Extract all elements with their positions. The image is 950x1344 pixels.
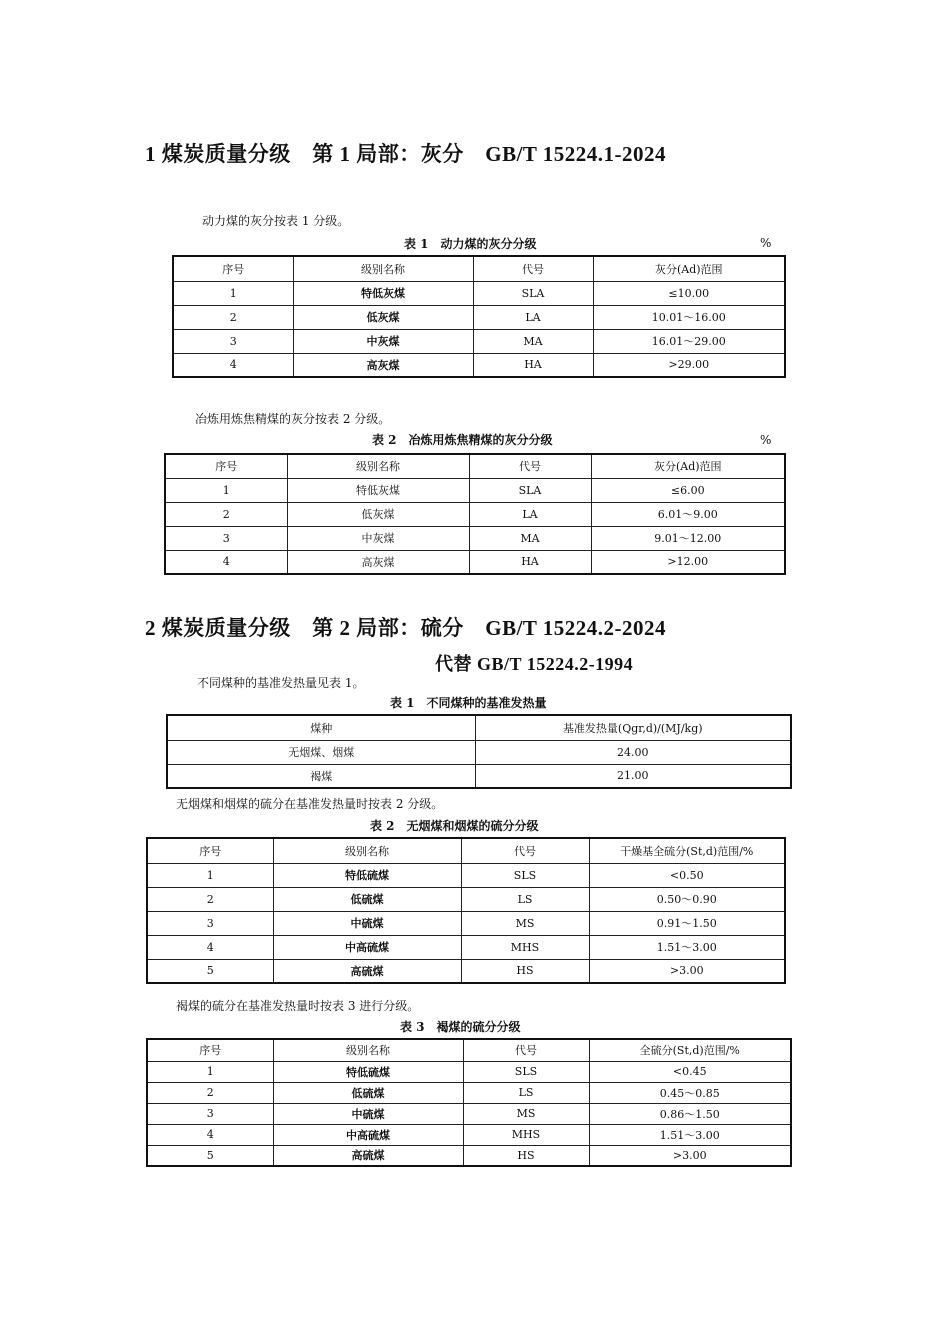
header-cell: 序号 [173,256,293,281]
cell-range: ≤6.00 [591,478,785,502]
cell-seq: 1 [147,863,273,887]
cell-code: HS [461,959,589,983]
cell-range: 10.01～16.00 [593,305,785,329]
header-cell: 全硫分(St,d)范围/% [589,1039,791,1061]
table-row [147,935,785,959]
header-cell: 序号 [165,454,287,478]
cell-code: HS [463,1145,589,1166]
table-header-row [147,838,785,863]
table-row [147,1061,791,1082]
cell-range: 16.01～29.00 [593,329,785,353]
cell-seq: 4 [173,353,293,377]
cell-grade: 低灰煤 [287,502,469,526]
header-cell: 干燥基全硫分(St,d)范围/% [589,838,785,863]
cell-grade: 中硫煤 [273,911,461,935]
table-header-row [165,454,785,478]
cell-code: SLS [463,1061,589,1082]
table-row [147,1082,791,1103]
header-cell: 代号 [473,256,593,281]
cell-grade: 高硫煤 [273,959,461,983]
cell-seq: 3 [173,329,293,353]
table-row [147,1103,791,1124]
table-row [167,764,791,788]
cell-seq: 2 [147,1082,273,1103]
table-row [165,550,785,574]
cell-seq: 4 [147,935,273,959]
cell-code: MA [473,329,593,353]
table-row [147,911,785,935]
table-row [147,1124,791,1145]
header-cell: 灰分(Ad)范围 [593,256,785,281]
cell-range: <0.45 [589,1061,791,1082]
cell-grade: 高硫煤 [273,1145,463,1166]
s2-table2-caption: 表 2 无烟煤和烟煤的硫分分级 [370,819,539,833]
header-cell: 级别名称 [287,454,469,478]
cell-seq: 2 [147,887,273,911]
cell-grade: 高灰煤 [293,353,473,377]
header-cell: 序号 [147,838,273,863]
cell-range: >29.00 [593,353,785,377]
cell-range: >12.00 [591,550,785,574]
cell-grade: 中灰煤 [293,329,473,353]
s2-table3-caption: 表 3 褐煤的硫分分级 [400,1020,521,1034]
table-row [173,305,785,329]
section1-intro1: 动力煤的灰分按表 1 分级。 [202,214,350,228]
cell-seq: 1 [147,1061,273,1082]
cell-grade: 高灰煤 [287,550,469,574]
table-row [147,887,785,911]
s1-table2-unit: % [760,433,772,447]
cell-grade: 中高硫煤 [273,1124,463,1145]
cell-code: MHS [463,1124,589,1145]
cell-seq: 3 [147,911,273,935]
header-cell: 煤种 [167,715,475,740]
s2-table1-caption: 表 1 不同煤种的基准发热量 [390,696,547,710]
cell-range: 9.01～12.00 [591,526,785,550]
cell-grade: 特低硫煤 [273,863,461,887]
header-cell: 级别名称 [273,1039,463,1061]
cell-code: MHS [461,935,589,959]
cell-seq: 2 [173,305,293,329]
cell-grade: 低灰煤 [293,305,473,329]
cell-range: 0.45～0.85 [589,1082,791,1103]
header-cell: 代号 [463,1039,589,1061]
section2-heading: 2 煤炭质量分级 第 2 局部：硫分 GB/T 15224.2-2024 [145,616,667,640]
cell-code: MS [461,911,589,935]
table-header-row [167,715,791,740]
s1-table1-unit: % [760,236,772,250]
cell-seq: 2 [165,502,287,526]
cell-seq: 4 [165,550,287,574]
table-header-row [147,1039,791,1061]
cell-code: LS [461,887,589,911]
cell-seq: 5 [147,1145,273,1166]
cell-code: LA [469,502,591,526]
table-row [165,502,785,526]
cell-grade: 低硫煤 [273,887,461,911]
table-row [165,526,785,550]
s2-table1 [166,714,792,789]
cell-grade: 中硫煤 [273,1103,463,1124]
s2-table3 [146,1038,792,1167]
cell-code: SLA [473,281,593,305]
cell-grade: 特低灰煤 [287,478,469,502]
section1-heading: 1 煤炭质量分级 第 1 局部：灰分 GB/T 15224.1-2024 [145,142,667,166]
cell-code: SLA [469,478,591,502]
cell-calorific: 24.00 [475,740,791,764]
cell-grade: 低硫煤 [273,1082,463,1103]
cell-range: ≤10.00 [593,281,785,305]
cell-code: SLS [461,863,589,887]
header-cell: 级别名称 [273,838,461,863]
cell-calorific: 21.00 [475,764,791,788]
s1-table2 [164,453,786,575]
s1-table1-caption: 表 1 动力煤的灰分分级 [404,237,537,251]
cell-range: >3.00 [589,959,785,983]
cell-code: HA [473,353,593,377]
cell-coal-type: 褐煤 [167,764,475,788]
cell-seq: 3 [165,526,287,550]
cell-grade: 特低硫煤 [273,1061,463,1082]
table-row [173,281,785,305]
table-row [147,863,785,887]
cell-range: <0.50 [589,863,785,887]
section2-intro3: 褐煤的硫分在基准发热量时按表 3 进行分级。 [176,999,420,1013]
table-header-row [173,256,785,281]
table-row [165,478,785,502]
header-cell: 序号 [147,1039,273,1061]
s1-table2-caption: 表 2 冶炼用炼焦精煤的灰分分级 [372,433,553,447]
cell-seq: 1 [173,281,293,305]
cell-seq: 1 [165,478,287,502]
s1-table1 [172,255,786,378]
header-cell: 代号 [469,454,591,478]
cell-code: LS [463,1082,589,1103]
table-row [147,959,785,983]
cell-seq: 4 [147,1124,273,1145]
table-row [173,329,785,353]
cell-range: 0.50～0.90 [589,887,785,911]
cell-coal-type: 无烟煤、烟煤 [167,740,475,764]
section1-intro2: 冶炼用炼焦精煤的灰分按表 2 分级。 [195,412,391,426]
s2-table2 [146,837,786,984]
cell-code: LA [473,305,593,329]
cell-grade: 中灰煤 [287,526,469,550]
cell-seq: 5 [147,959,273,983]
cell-code: MS [463,1103,589,1124]
table-row [167,740,791,764]
cell-grade: 特低灰煤 [293,281,473,305]
cell-range: 1.51～3.00 [589,935,785,959]
header-cell: 代号 [461,838,589,863]
table-row [173,353,785,377]
cell-range: 1.51～3.00 [589,1124,791,1145]
header-cell: 基准发热量(Qgr,d)/(MJ/kg) [475,715,791,740]
cell-range: 6.01～9.00 [591,502,785,526]
header-cell: 灰分(Ad)范围 [591,454,785,478]
table-row [147,1145,791,1166]
section2-intro1: 不同煤种的基准发热量见表 1。 [197,676,365,690]
cell-range: 0.86～1.50 [589,1103,791,1124]
section2-replaces: 代替 GB/T 15224.2-1994 [435,654,634,674]
cell-seq: 3 [147,1103,273,1124]
cell-code: HA [469,550,591,574]
cell-range: >3.00 [589,1145,791,1166]
header-cell: 级别名称 [293,256,473,281]
cell-code: MA [469,526,591,550]
section2-intro2: 无烟煤和烟煤的硫分在基准发热量时按表 2 分级。 [176,797,444,811]
cell-range: 0.91～1.50 [589,911,785,935]
cell-grade: 中高硫煤 [273,935,461,959]
